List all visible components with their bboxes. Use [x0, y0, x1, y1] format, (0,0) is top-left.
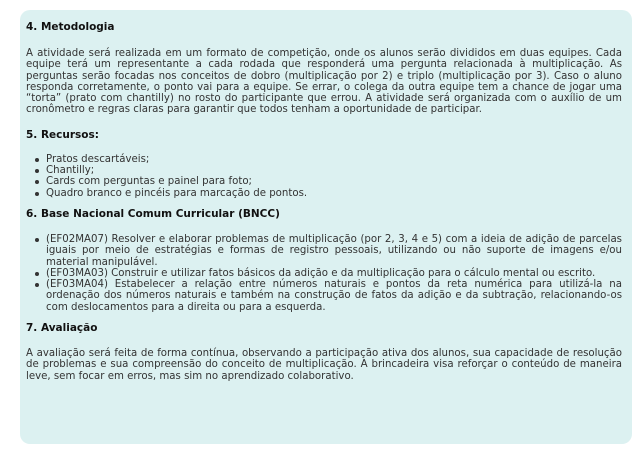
- section-heading-metodologia: 4. Metodologia: [26, 21, 115, 33]
- list-item: (EF03MA03) Construir e utilizar fatos básicos da adição e da multiplicação para o cálculo mental ou escrito.: [46, 268, 622, 279]
- avaliacao-text: A avaliação será feita de forma contínua, observando a participação ativa dos alunos, sua capacidade de resolução de problemas e sua compreensão do conceito de multiplicação. A brincadeira visa reforçar o conteúdo de maneira leve, sem focar em erros, mas sim no aprendizado colaborativo.: [26, 348, 622, 382]
- section-heading-recursos: 5. Recursos:: [26, 128, 99, 141]
- section-heading-bncc: 6. Base Nacional Comum Curricular (BNCC): [26, 207, 280, 220]
- list-item: Pratos descartáveis;: [46, 154, 622, 165]
- bncc-list: [26, 234, 622, 313]
- list-item: Quadro branco e pincéis para marcação de pontos.: [46, 188, 622, 199]
- list-item: (EF03MA04) Estabelecer a relação entre números naturais e pontos da reta numérica para utilizá-la na ordenação dos números naturais e também na construção de fatos da adição e da subtração, relacionando-os com deslocamentos para a direita ou para a esquerda.: [46, 279, 622, 313]
- recursos-list: [26, 154, 622, 199]
- lesson-plan-card: [20, 10, 632, 444]
- list-item: Chantilly;: [46, 165, 622, 176]
- list-item: (EF02MA07) Resolver e elaborar problemas de multiplicação (por 2, 3, 4 e 5) com a ideia de adição de parcelas iguais por meio de estratégias e formas de registro pessoais, utilizando ou não suporte de imagens e/ou material manipulável.: [46, 233, 622, 268]
- metodologia-text: A atividade será realizada em um formato de competição, onde os alunos serão divididos em duas equipes. Cada equipe terá um representante a cada rodada que responderá uma pergunta relacionada à multiplicação. As perguntas serão focadas nos conceitos de dobro (multiplicação por 2) e triplo (multiplicação por 3). Caso o aluno responda corretamente, o ponto vai para a equipe. Se errar, o colega da outra equipe tem a chance de jogar uma “torta” (prato com chantilly) no rosto do participante que errou. A atividade será organizada com o auxílio de um cronômetro e regras claras para garantir que todos tenham a oportunidade de participar.: [26, 48, 622, 116]
- list-item: Cards com perguntas e painel para foto;: [46, 176, 622, 187]
- section-heading-avaliacao: 7. Avaliação: [26, 322, 98, 335]
